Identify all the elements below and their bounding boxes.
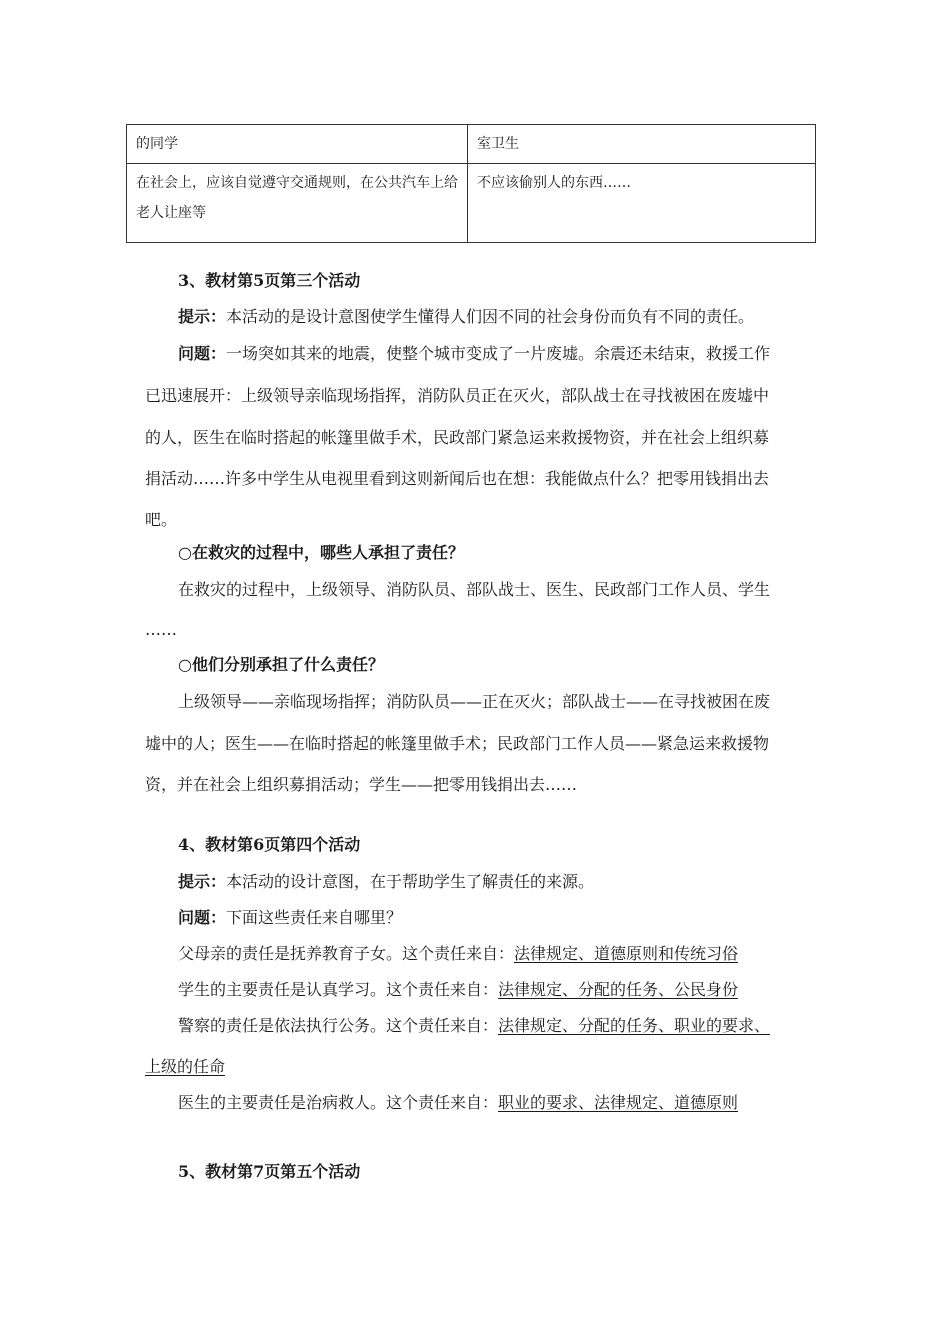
table-row <box>127 125 816 164</box>
table-cell: 不应该偷别人的东西…… <box>468 164 816 243</box>
question-label: 问题： <box>178 908 227 927</box>
section-5-heading: 5、教材第7页第五个活动 <box>178 1162 361 1181</box>
source-item <box>178 1016 770 1036</box>
tip-label: 提示： <box>178 307 227 326</box>
tip-label: 提示： <box>178 872 227 891</box>
table-cell: 在社会上，应该自觉遵守交通规则，在公共汽车上给老人让座等 <box>127 164 468 243</box>
question-label: 问题： <box>178 344 227 363</box>
question-text: 下面这些责任来自哪里？ <box>226 908 403 927</box>
sub-question-1: ○在救灾的过程中，哪些人承担了责任？ <box>178 543 464 562</box>
item-answer: 职业的要求、法律规定、道德原则 <box>498 1093 739 1112</box>
source-item <box>178 980 738 1000</box>
answer-1-line: 在救灾的过程中，上级领导、消防队员、部队战士、医生、民政部门工作人员、学生 <box>178 580 771 599</box>
section-4-heading: 4、教材第6页第四个活动 <box>178 835 361 854</box>
tip-text: 本活动的设计意图，在于帮助学生了解责任的来源。 <box>226 872 595 891</box>
question-line: 捐活动……许多中学生从电视里看到这则新闻后也在想：我能做点什么？把零用钱捐出去 <box>145 469 770 488</box>
section-3-heading: 3、教材第5页第三个活动 <box>178 271 361 290</box>
section-4-question <box>178 908 402 928</box>
responsibility-table <box>126 124 816 243</box>
section-3-tip <box>178 307 754 327</box>
tip-text: 本活动的是设计意图使学生懂得人们因不同的社会身份而负有不同的责任。 <box>226 307 755 326</box>
section-4-tip <box>178 872 594 892</box>
sub-question-2: ○他们分别承担了什么责任？ <box>178 655 384 674</box>
item-answer: 法律规定、分配的任务、公民身份 <box>498 980 739 999</box>
source-item <box>178 944 738 964</box>
item-prefix: 警察的责任是依法执行公务。这个责任来自： <box>178 1016 499 1035</box>
item-prefix: 父母亲的责任是抚养教育子女。这个责任来自： <box>178 944 515 963</box>
item-answer: 法律规定、分配的任务、职业的要求、 <box>498 1016 771 1035</box>
table-cell: 的同学 <box>127 125 468 164</box>
answer-2-line: 上级领导——亲临现场指挥；消防队员——正在灭火；部队战士——在寻找被困在废 <box>178 692 771 711</box>
question-line: 的人，医生在临时搭起的帐篷里做手术，民政部门紧急运来救援物资，并在社会上组织募 <box>145 428 770 447</box>
table-row <box>127 164 816 243</box>
item-answer-continued: 上级的任命 <box>145 1057 226 1076</box>
source-item <box>178 1093 738 1113</box>
item-answer: 法律规定、道德原则和传统习俗 <box>514 944 739 963</box>
item-prefix: 学生的主要责任是认真学习。这个责任来自： <box>178 980 499 999</box>
question-line: 吧。 <box>145 510 178 529</box>
section-3-question <box>178 344 770 364</box>
question-line: 一场突如其来的地震，使整个城市变成了一片废墟。余震还未结束，救援工作 <box>226 344 771 363</box>
answer-2-line: 资，并在社会上组织募捐活动；学生——把零用钱捐出去…… <box>145 775 578 794</box>
answer-1-line: …… <box>145 620 177 639</box>
question-line: 已迅速展开：上级领导亲临现场指挥，消防队员正在灭火，部队战士在寻找被困在废墟中 <box>145 386 770 405</box>
table-cell: 室卫生 <box>468 125 816 164</box>
item-prefix: 医生的主要责任是治病救人。这个责任来自： <box>178 1093 499 1112</box>
answer-2-line: 墟中的人；医生——在临时搭起的帐篷里做手术；民政部门工作人员——紧急运来救援物 <box>145 734 770 753</box>
